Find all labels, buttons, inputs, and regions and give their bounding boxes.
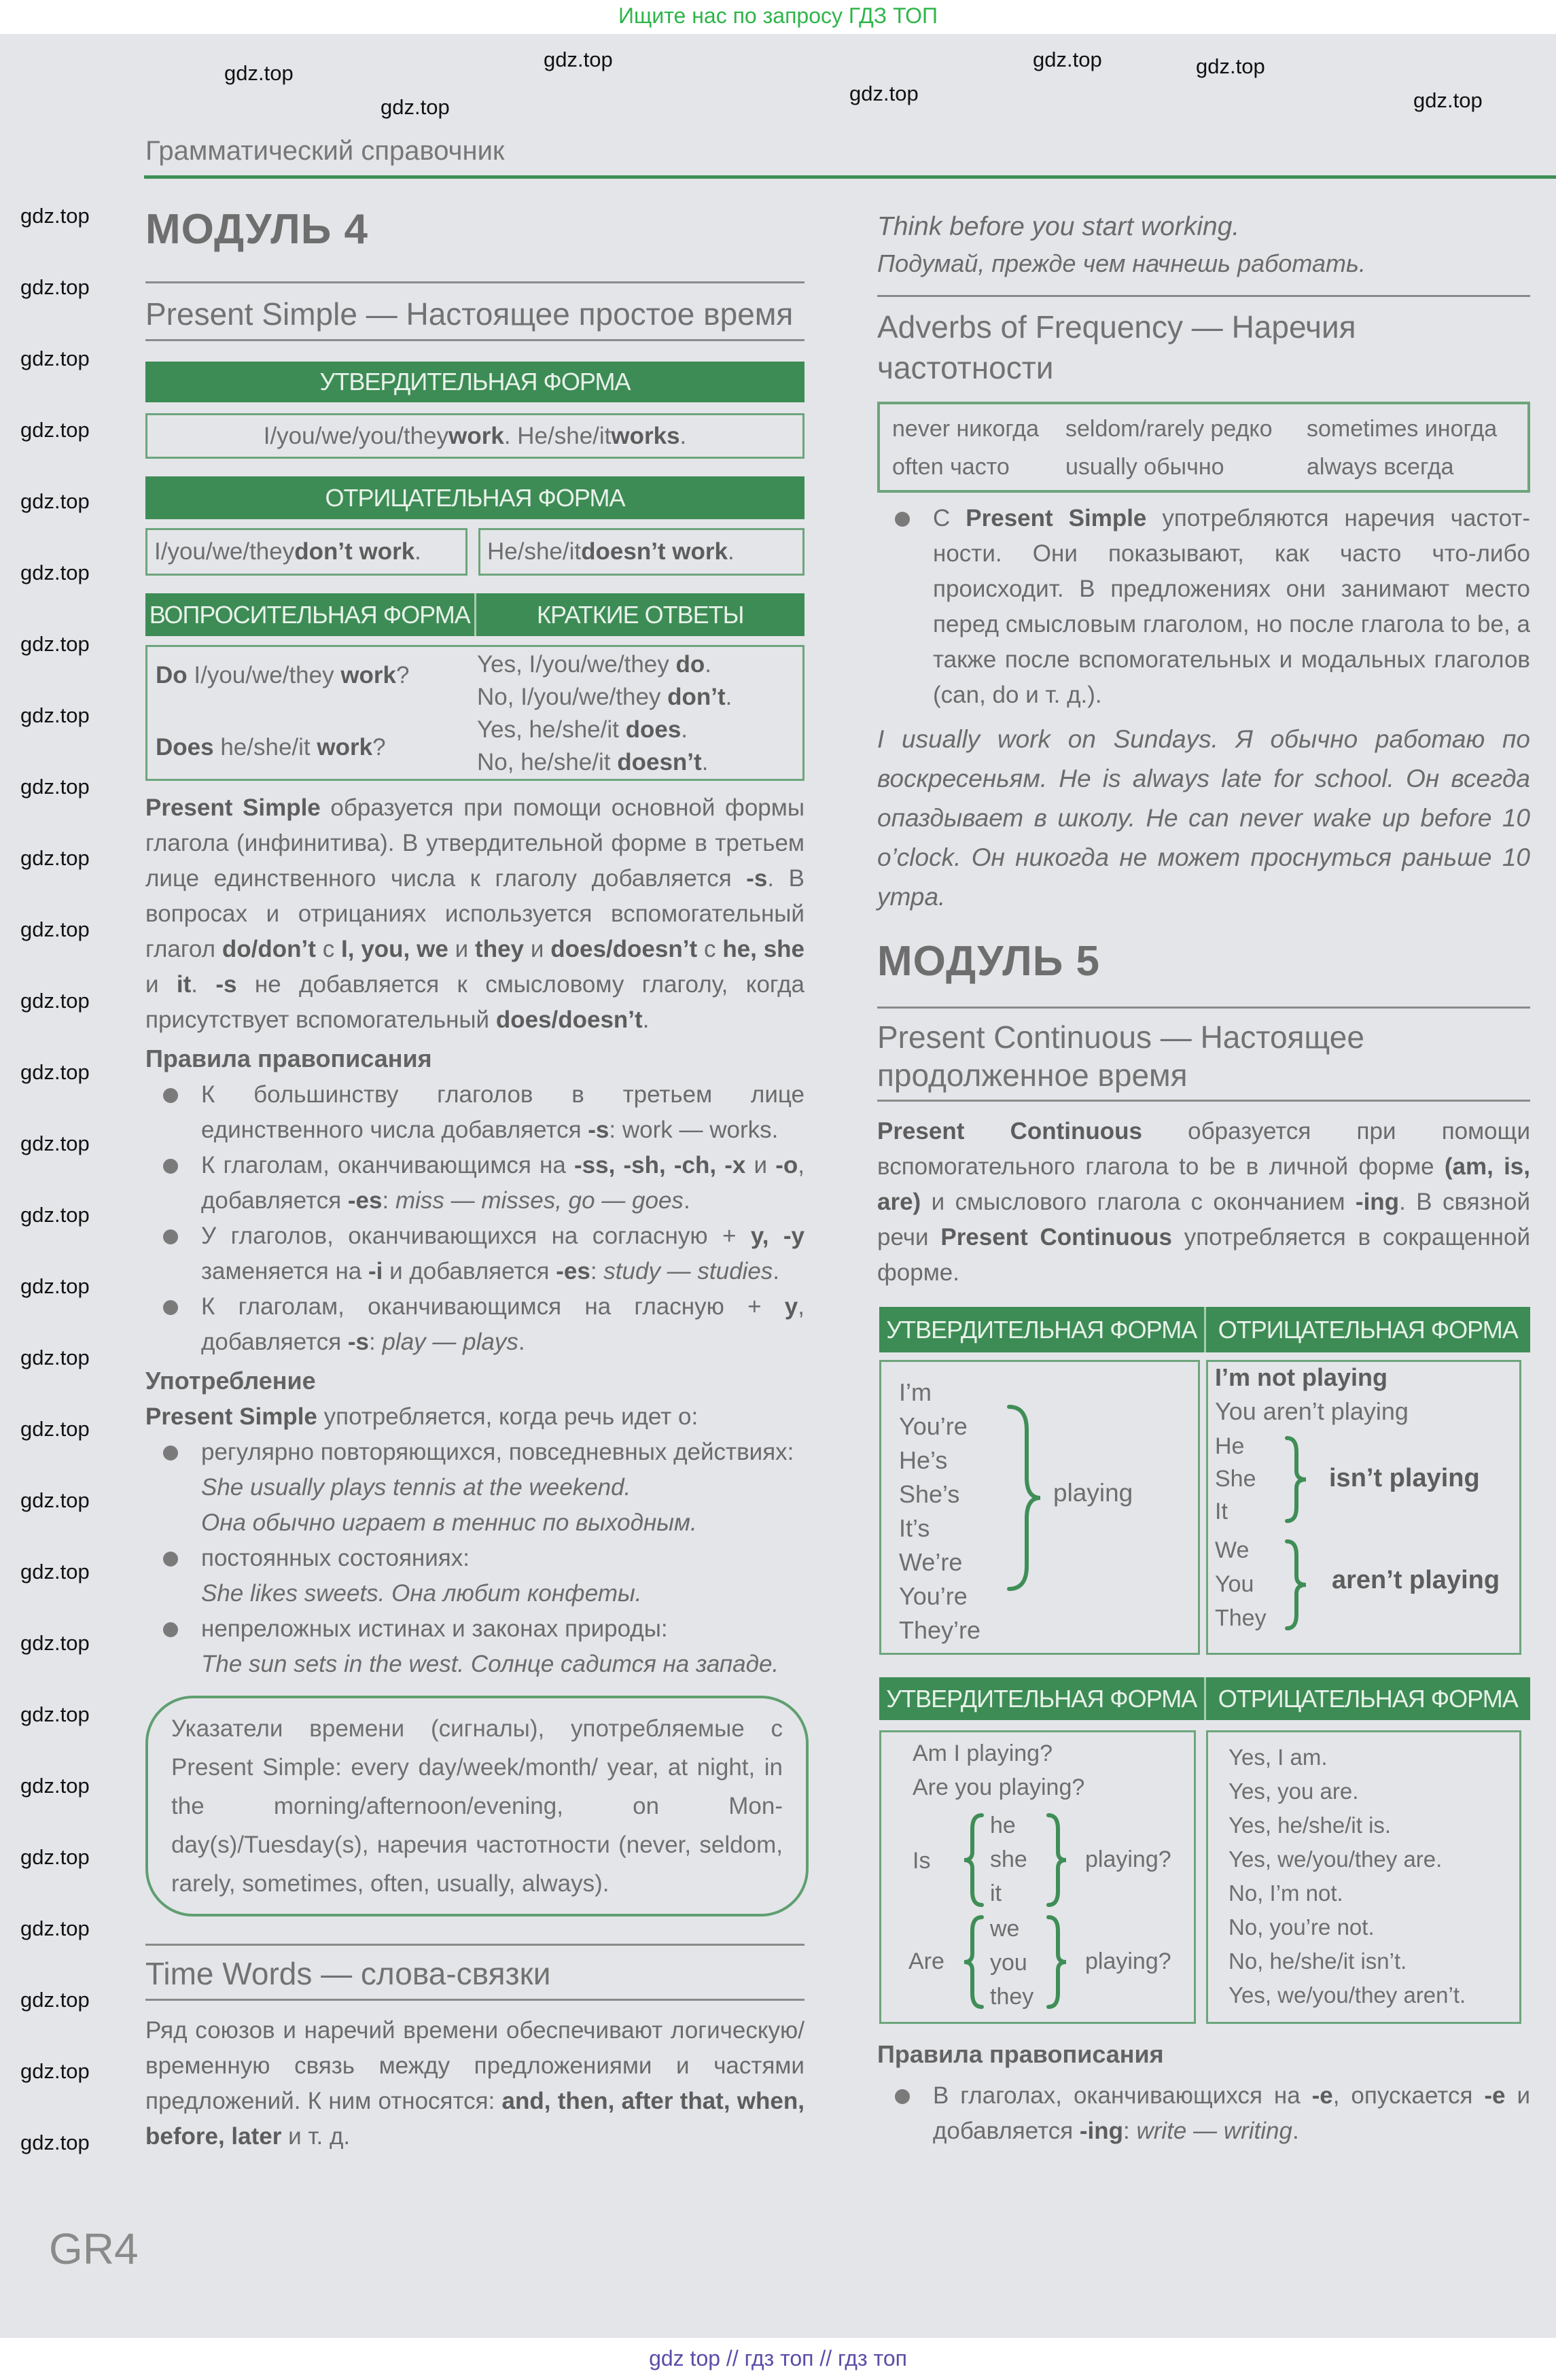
text-segment: и [145, 971, 177, 998]
text-segment: and, then, after that, when, before, later [145, 2088, 804, 2150]
text-segment: does/doesn’t [495, 1007, 643, 1033]
divider [877, 295, 1530, 297]
text-segment: употребляются наречия частотности. Они показывают, как часто что-либо происходит. В предложениях они занимают место перед смысловым глаголом, но после глагола to be, а также после вспомогательных и модальных глаголов (can, do и т. д.). [933, 505, 1530, 708]
present-continuous-title: Present Continuous — Настоящее продолженное время [877, 1019, 1364, 1093]
text-segment: и смыслового глагола с окончанием [921, 1189, 1356, 1215]
text-segment: Does [156, 734, 214, 760]
text-segment: -ing [1079, 2118, 1124, 2144]
text-segment: -ing [1355, 1189, 1400, 1215]
brace-icon [1044, 1914, 1069, 2010]
adverb-item: sometimes иногда [1307, 416, 1498, 442]
present-simple-title: Present Simple — Настоящее простое время [145, 296, 794, 332]
question-header: ВОПРОСИТЕЛЬНАЯ ФОРМА [149, 600, 470, 629]
watermark: gdz.top [20, 846, 90, 870]
brace-icon [1283, 1435, 1310, 1524]
text-segment: К глаголам, оканчивающимся на [201, 1152, 574, 1178]
negative-row [145, 528, 804, 576]
subject: He [1215, 1433, 1245, 1459]
subject: He’s [899, 1446, 948, 1474]
usage-intro [145, 1399, 804, 1435]
subject: She’s [899, 1480, 960, 1508]
short-answers [477, 648, 732, 779]
text-segment: I, you, we [341, 936, 448, 962]
watermark: gdz.top [20, 204, 90, 228]
watermark: gdz.top [20, 1774, 90, 1798]
affirmative-header: УТВЕРДИТЕЛЬНАЯ ФОРМА [145, 362, 804, 402]
usage-example: She likes sweets. Она любит конфеты. [201, 1580, 642, 1607]
section-header: Грамматический справочник [145, 136, 505, 166]
text-segment: . [191, 971, 216, 998]
text-segment: , добавляется [201, 1293, 804, 1355]
short-answer [477, 714, 732, 746]
brace-icon [1004, 1403, 1044, 1593]
subject: It [1215, 1499, 1228, 1524]
usage-example: The sun sets in the west. Солнце садится на западе. [201, 1651, 779, 1677]
spelling-list [877, 2078, 1530, 2149]
text-segment: doesn’t work [581, 538, 728, 565]
spelling-item [145, 1219, 804, 1289]
text-segment: с [697, 936, 723, 962]
question-short-header [145, 593, 804, 636]
text-segment: с [315, 936, 342, 962]
divider [145, 1944, 804, 1946]
watermark: gdz.top [20, 989, 90, 1013]
brace-icon [1044, 1813, 1069, 1908]
usage-text: постоянных состояниях: [201, 1545, 470, 1571]
text-segment: употребляется в сокращенной форме. [877, 1224, 1530, 1286]
negative-box-singular [478, 528, 804, 576]
brace-icon [961, 1914, 986, 2010]
neg-line-1: I’m not playing [1215, 1363, 1388, 1391]
table1-body [877, 1360, 1530, 1655]
affirmative-box [879, 1360, 1200, 1655]
subject: They’re [899, 1616, 981, 1644]
text-segment: (am, is, are) [877, 1153, 1530, 1215]
text-segment: -i [368, 1258, 383, 1284]
subject: We’re [899, 1548, 963, 1576]
negative-header: ОТРИЦАТЕЛЬНАЯ ФОРМА [145, 476, 804, 519]
usage-text: непреложных истинах и законах природы: [201, 1615, 668, 1642]
text-segment: , опускается [1332, 2082, 1485, 2109]
text-segment: употребляется, когда речь идет о: [317, 1403, 699, 1430]
text-segment: . [681, 716, 688, 743]
text-segment: : [369, 1329, 383, 1355]
text-segment: he, she [722, 936, 805, 962]
spelling-item [145, 1077, 804, 1148]
negative-box [1206, 1360, 1521, 1655]
text-segment: не добавляется к смысловому глаголу, когда присутствует вспомогательный [145, 971, 805, 1033]
page-label: GR4 [49, 2224, 139, 2273]
brace-icon [961, 1813, 986, 1908]
text-segment: -s [215, 971, 237, 998]
adverbs-rule [877, 501, 1530, 713]
text-segment: : [590, 1258, 604, 1284]
subject: You’re [899, 1582, 968, 1610]
watermark: gdz.top [20, 1488, 90, 1512]
text-segment: miss — misses, go — goes [395, 1187, 684, 1214]
watermark: gdz.top [20, 1845, 90, 1869]
short-answer [477, 648, 732, 681]
divider [145, 1999, 804, 2001]
table2-header [879, 1677, 1530, 1720]
text-segment: Present Simple [145, 1403, 317, 1430]
text-segment: Yes, he/she/it [477, 716, 626, 743]
text-segment: . [1292, 2118, 1299, 2144]
text-segment: -s [746, 865, 768, 892]
text-segment: . [728, 538, 735, 565]
watermark: gdz.top [20, 275, 90, 299]
watermark: gdz.top [20, 489, 90, 513]
text-segment: y, -y [750, 1223, 804, 1249]
text-segment: No, he/she/it [477, 749, 618, 775]
watermark: gdz.top [20, 347, 90, 370]
watermark: gdz.top [20, 1988, 90, 2012]
present-simple-paragraph [145, 790, 804, 1038]
watermark: gdz.top [20, 2059, 90, 2083]
text-segment: work [448, 422, 504, 449]
subject: she [990, 1847, 1027, 1872]
table1-header [879, 1307, 1530, 1352]
text-segment: У глаголов, оканчивающихся на согласную + [201, 1223, 751, 1249]
text-segment: -es [556, 1258, 590, 1284]
affirmative-header: УТВЕРДИТЕЛЬНАЯ ФОРМА [886, 1315, 1197, 1344]
isnt-playing: isn’t playing [1329, 1464, 1480, 1492]
short-answer [477, 746, 732, 779]
question-box [145, 645, 804, 781]
text-segment: don’t work [294, 538, 415, 565]
time-words-paragraph [145, 2013, 804, 2154]
text-segment: . [414, 538, 421, 565]
text-segment: . [701, 749, 709, 775]
text-segment: -es [347, 1187, 383, 1214]
text-segment: К большинству глаголов в третьем лице единственного числа добавляется [201, 1081, 804, 1143]
watermark: gdz.top [381, 95, 450, 119]
divider [877, 1100, 1530, 1102]
subject: they [990, 1984, 1034, 2010]
quote-english: Think before you start working. [877, 212, 1240, 241]
is-subjects [990, 1808, 1027, 1910]
left-column [145, 205, 804, 2154]
adverb-item: always всегда [1307, 454, 1454, 480]
text-segment: I/you/we/you/they [263, 422, 449, 449]
usage-item [145, 1541, 804, 1611]
text-segment: do [675, 651, 705, 678]
text-segment: и [745, 1152, 776, 1178]
question-box [879, 1730, 1196, 2024]
text-segment: ? [372, 734, 386, 760]
text-segment: и добавляется [933, 2082, 1530, 2144]
text-segment: . [642, 1007, 650, 1033]
subject-list [899, 1376, 980, 1647]
subject: You [1215, 1571, 1254, 1597]
adverb-item: often часто [892, 454, 1010, 480]
text-segment: -e [1311, 2082, 1333, 2109]
answer: No, you’re not. [1228, 1914, 1375, 1940]
text-segment: He/she/it [487, 538, 582, 565]
subject-group-1 [1215, 1430, 1256, 1528]
divider [145, 281, 804, 283]
watermark: gdz.top [20, 418, 90, 442]
text-segment: -ss, -sh, -ch, -x [573, 1152, 746, 1178]
text-segment: . [773, 1258, 780, 1284]
table2-body [877, 1730, 1530, 2024]
text-segment: does [625, 716, 682, 743]
header-rule [144, 175, 1556, 179]
subject: You’re [899, 1412, 968, 1440]
text-segment: образуется при помощи вспомогательного глагола to be в личной форме [877, 1118, 1530, 1180]
affirmative-box [145, 413, 804, 459]
divider [145, 339, 804, 341]
adverbs-title: Adverbs of Frequency — Наречия частотности [877, 309, 1356, 385]
adverbs-examples: I usually work on Sundays. Я обычно работаю по воскресеньям. He is always late for school. Он всегда опаздывает в школу. He can never wake up before 10 o’clock. Он никогда не может проснуться раньше 10 утра. [877, 725, 1530, 911]
watermark: gdz.top [849, 82, 919, 105]
text-segment: I/you/we/they [187, 662, 341, 688]
answer: No, I’m not. [1228, 1880, 1343, 1906]
watermark: gdz.top [20, 1702, 90, 1726]
text-segment: С [933, 505, 966, 531]
search-banner[interactable]: Ищите нас по запросу ГДЗ ТОП [0, 0, 1556, 34]
answer-header: ОТРИЦАТЕЛЬНАЯ ФОРМА [1204, 1677, 1531, 1720]
text-segment: . He/she/it [503, 422, 612, 449]
watermark: gdz.top [20, 1560, 90, 1583]
text-segment: и [524, 936, 551, 962]
text-segment: Present Simple [145, 794, 321, 821]
text-segment: study — studies [603, 1258, 773, 1284]
text-segment: don’t [667, 684, 726, 710]
text-segment: : [382, 1187, 395, 1214]
text-segment: и добавляется [383, 1258, 556, 1284]
watermark: gdz.top [1196, 54, 1265, 78]
watermark: gdz.top [20, 1631, 90, 1655]
text-segment: doesn’t [617, 749, 702, 775]
text-segment: -e [1484, 2082, 1506, 2109]
question-are: Are [908, 1948, 944, 1974]
text-segment: write — writing [1136, 2118, 1292, 2144]
text-segment: he/she/it [213, 734, 317, 760]
watermark: gdz.top [20, 917, 90, 941]
text-segment: play — plays [382, 1329, 518, 1355]
text-segment: заменяется на [201, 1258, 368, 1284]
text-segment: . [705, 651, 711, 678]
answers-box [1206, 1730, 1521, 2024]
watermark: gdz.top [20, 2131, 90, 2154]
text-segment: Present Simple [966, 505, 1147, 531]
footer-links[interactable]: gdz top // гдз топ // гдз топ [0, 2338, 1556, 2380]
answer: No, he/she/it isn’t. [1228, 1948, 1407, 1974]
text-segment: Do [156, 662, 188, 688]
text-segment: works [611, 422, 680, 449]
usage-example: She usually plays tennis at the weekend. [201, 1474, 631, 1501]
watermark: gdz.top [20, 1203, 90, 1227]
answer: Yes, we/you/they are. [1228, 1847, 1443, 1872]
watermark: gdz.top [20, 1417, 90, 1441]
subject: I’m [899, 1378, 932, 1406]
short-answers-header: КРАТКИЕ ОТВЕТЫ [474, 593, 805, 636]
text-segment: : work — works. [609, 1117, 779, 1143]
adverb-item: never никогда [892, 416, 1040, 442]
spelling-item [145, 1148, 804, 1219]
text-segment: -s [588, 1117, 609, 1143]
divider [877, 1007, 1530, 1009]
spelling-list [145, 1077, 804, 1360]
subject: you [990, 1950, 1027, 1976]
spelling-title: Правила правописания [145, 1045, 432, 1072]
text-segment: . [725, 684, 732, 710]
adverbs-rule-item [877, 501, 1530, 713]
watermark: gdz.top [20, 1917, 90, 1940]
watermark: gdz.top [1413, 88, 1483, 112]
spelling-item [145, 1289, 804, 1360]
question-2 [156, 734, 386, 761]
present-continuous-paragraph [877, 1114, 1530, 1291]
adverb-item: usually обычно [1065, 454, 1224, 480]
arent-playing: aren’t playing [1332, 1566, 1500, 1594]
usage-item [145, 1435, 804, 1541]
question-1 [156, 662, 410, 689]
quote-russian: Подумай, прежде чем начнешь работать. [877, 249, 1366, 277]
text-segment: , добавляется [201, 1152, 804, 1214]
verb-playing: playing [1053, 1479, 1133, 1507]
text-segment: Ряд союзов и наречий времени обеспечивают логическую/временную связь между предложениями и частями предложений. К ним относятся: [145, 2017, 804, 2114]
answer: Yes, we/you/they aren’t. [1228, 1982, 1466, 2008]
negative-box-plural [145, 528, 467, 576]
time-signals-box: Указатели времени (сигналы), употребляемые с Present Simple: every day/week/month/ year, at night, in the morning/afternoon/evening, on Monday(s)/Tuesday(s), наречия частотности (never, seldom, rarely, sometimes, often, usually, always). [145, 1696, 809, 1917]
text-segment: : [1123, 2118, 1137, 2144]
spelling-item [877, 2078, 1530, 2149]
text-segment: К глаголам, оканчивающимся на гласную + [201, 1293, 785, 1320]
text-segment: . [683, 1187, 690, 1214]
watermark: gdz.top [20, 1274, 90, 1298]
text-segment: -s [347, 1329, 370, 1355]
usage-list [145, 1435, 804, 1682]
text-segment: . В вопросах и отрицаниях используется вспомогательный глагол [145, 865, 805, 962]
text-segment: No, I/you/we/they [477, 684, 668, 710]
short-answer [477, 681, 732, 714]
negative-header: ОТРИЦАТЕЛЬНАЯ ФОРМА [1204, 1307, 1531, 1352]
answer: Yes, you are. [1228, 1779, 1359, 1804]
are-subjects [990, 1912, 1033, 2014]
watermark: gdz.top [20, 1060, 90, 1084]
text-segment: В глаголах, оканчивающихся на [933, 2082, 1312, 2109]
module-5-title: МОДУЛЬ 5 [877, 938, 1100, 985]
subject: it [990, 1880, 1002, 1906]
right-column [877, 207, 1530, 2149]
question-are-you: Are you playing? [913, 1774, 1085, 1800]
text-segment: it [176, 971, 192, 998]
neg-line-2: You aren’t playing [1215, 1397, 1409, 1425]
time-words-title: Time Words — слова-связки [145, 1956, 551, 1991]
brace-icon [1283, 1539, 1310, 1631]
spelling-title: Правила правописания [877, 2040, 1164, 2068]
watermark: gdz.top [20, 632, 90, 656]
answer: Yes, I am. [1228, 1745, 1328, 1770]
usage-item [145, 1611, 804, 1682]
adverb-item: seldom/rarely редко [1065, 416, 1273, 442]
is-playing: playing? [1085, 1847, 1171, 1872]
text-segment: work [340, 662, 397, 688]
watermark: gdz.top [20, 1132, 90, 1155]
text-segment: do/don’t [222, 936, 316, 962]
subject: we [990, 1916, 1020, 1942]
module-4-title: МОДУЛЬ 4 [145, 206, 368, 253]
text-segment: I/you/we/they [154, 538, 295, 565]
subject: They [1215, 1605, 1267, 1631]
question-header: УТВЕРДИТЕЛЬНАЯ ФОРМА [886, 1684, 1197, 1713]
text-segment: y [784, 1293, 798, 1320]
text-segment: they [475, 936, 525, 962]
text-segment: does/doesn’t [550, 936, 698, 962]
text-segment: ? [396, 662, 410, 688]
usage-title: Употребление [145, 1367, 316, 1395]
question-is: Is [913, 1848, 931, 1874]
text-segment: . В связной речи [877, 1189, 1531, 1250]
subject-group-2 [1215, 1533, 1267, 1635]
adverbs-box [877, 402, 1530, 493]
text-segment: work [317, 734, 373, 760]
text-segment: -o [775, 1152, 798, 1178]
watermark: gdz.top [20, 703, 90, 727]
text-segment: Present Continuous [877, 1118, 1142, 1144]
subject: We [1215, 1537, 1250, 1563]
question-am: Am I playing? [913, 1740, 1053, 1766]
watermark: gdz.top [20, 775, 90, 799]
text-segment: Present Continuous [940, 1224, 1172, 1250]
usage-example: Она обычно играет в теннис по выходным. [201, 1509, 697, 1536]
are-playing: playing? [1085, 1948, 1171, 1974]
watermark: gdz.top [20, 561, 90, 584]
usage-text: регулярно повторяющихся, повседневных действиях: [201, 1439, 794, 1465]
text-segment: и т. д. [281, 2123, 351, 2150]
answer: Yes, he/she/it is. [1228, 1813, 1392, 1838]
text-segment: Yes, I/you/we/they [477, 651, 676, 678]
subject: he [990, 1813, 1016, 1838]
watermark: gdz.top [1033, 48, 1102, 71]
text-segment: и [448, 936, 476, 962]
text-segment: образуется при помощи основной формы глагола (инфинитива). В утвердительной форме в третьем лице единственного числа к глаголу добавляется [145, 794, 804, 892]
text-segment: . [518, 1329, 525, 1355]
watermark: gdz.top [224, 61, 294, 85]
subject: She [1215, 1466, 1256, 1492]
subject: It’s [899, 1514, 930, 1542]
watermark: gdz.top [544, 48, 613, 71]
watermark: gdz.top [20, 1346, 90, 1369]
text-segment: . [679, 422, 687, 449]
